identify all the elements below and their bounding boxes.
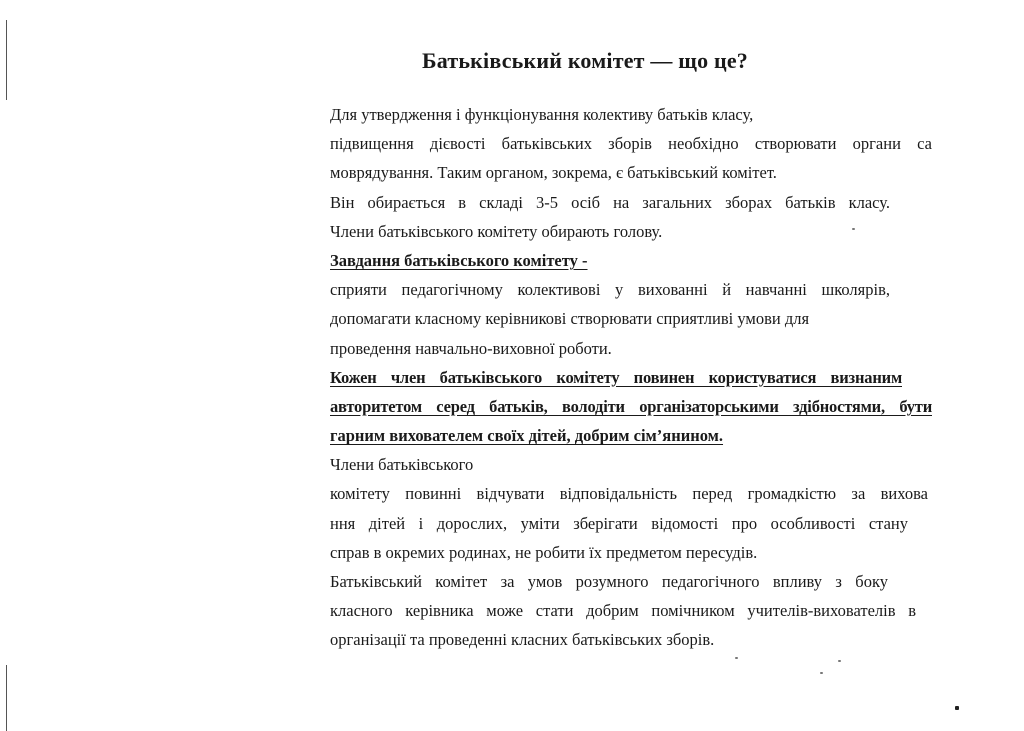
document-body	[330, 100, 932, 655]
scan-speck	[852, 228, 855, 230]
scan-speck	[955, 706, 959, 710]
scan-edge-bottom	[6, 665, 7, 731]
body-line: класного керівника може стати добрим помічником учителів-вихователів в	[330, 601, 916, 621]
emphasis-line: авторитетом серед батьків, володіти організаторськими здібностями, бути	[330, 396, 932, 416]
body-line: Члени батьківського	[330, 455, 474, 475]
body-line: Він обирається в складі 3-5 осіб на загальних зборах батьків класу.	[330, 192, 890, 212]
section-heading: Завдання батьківського комітету -	[330, 250, 588, 270]
emphasis-line: Кожен член батьківського комітету повинен користуватися визнаним	[330, 367, 902, 387]
body-line: підвищення дієвості батьківських зборів необхідно створювати органи са	[330, 134, 932, 154]
scan-speck	[735, 657, 738, 659]
scan-speck	[820, 672, 823, 674]
document-title: Батьківський комітет — що це?	[421, 48, 749, 73]
body-line: моврядування. Таким органом, зокрема, є батьківський комітет.	[330, 163, 777, 183]
body-line: комітету повинні відчувати відповідальність перед громадкістю за вихова	[330, 484, 928, 504]
body-line: Батьківський комітет за умов розумного педагогічного впливу з боку	[330, 572, 888, 591]
body-line: справ в окремих родинах, не робити їх предметом пересудів.	[330, 542, 758, 562]
body-line: сприяти педагогічному колективові у вихованні й навчанні школярів,	[330, 280, 890, 300]
body-line: допомагати класному керівникові створювати сприятливі умови для	[330, 309, 810, 329]
body-line: Для утвердження і функціонування колективу батьків класу,	[330, 105, 754, 124]
body-line: ння дітей і дорослих, уміти зберігати відомості про особливості стану	[330, 513, 908, 533]
body-line: проведення навчально-виховної роботи.	[330, 338, 612, 358]
body-line: Члени батьківського комітету обирають голову.	[330, 221, 663, 241]
body-line: організації та проведенні класних батьківських зборів.	[330, 630, 715, 650]
scan-speck	[838, 660, 841, 662]
emphasis-line: гарним вихователем своїх дітей, добрим сім’янином.	[330, 426, 724, 446]
